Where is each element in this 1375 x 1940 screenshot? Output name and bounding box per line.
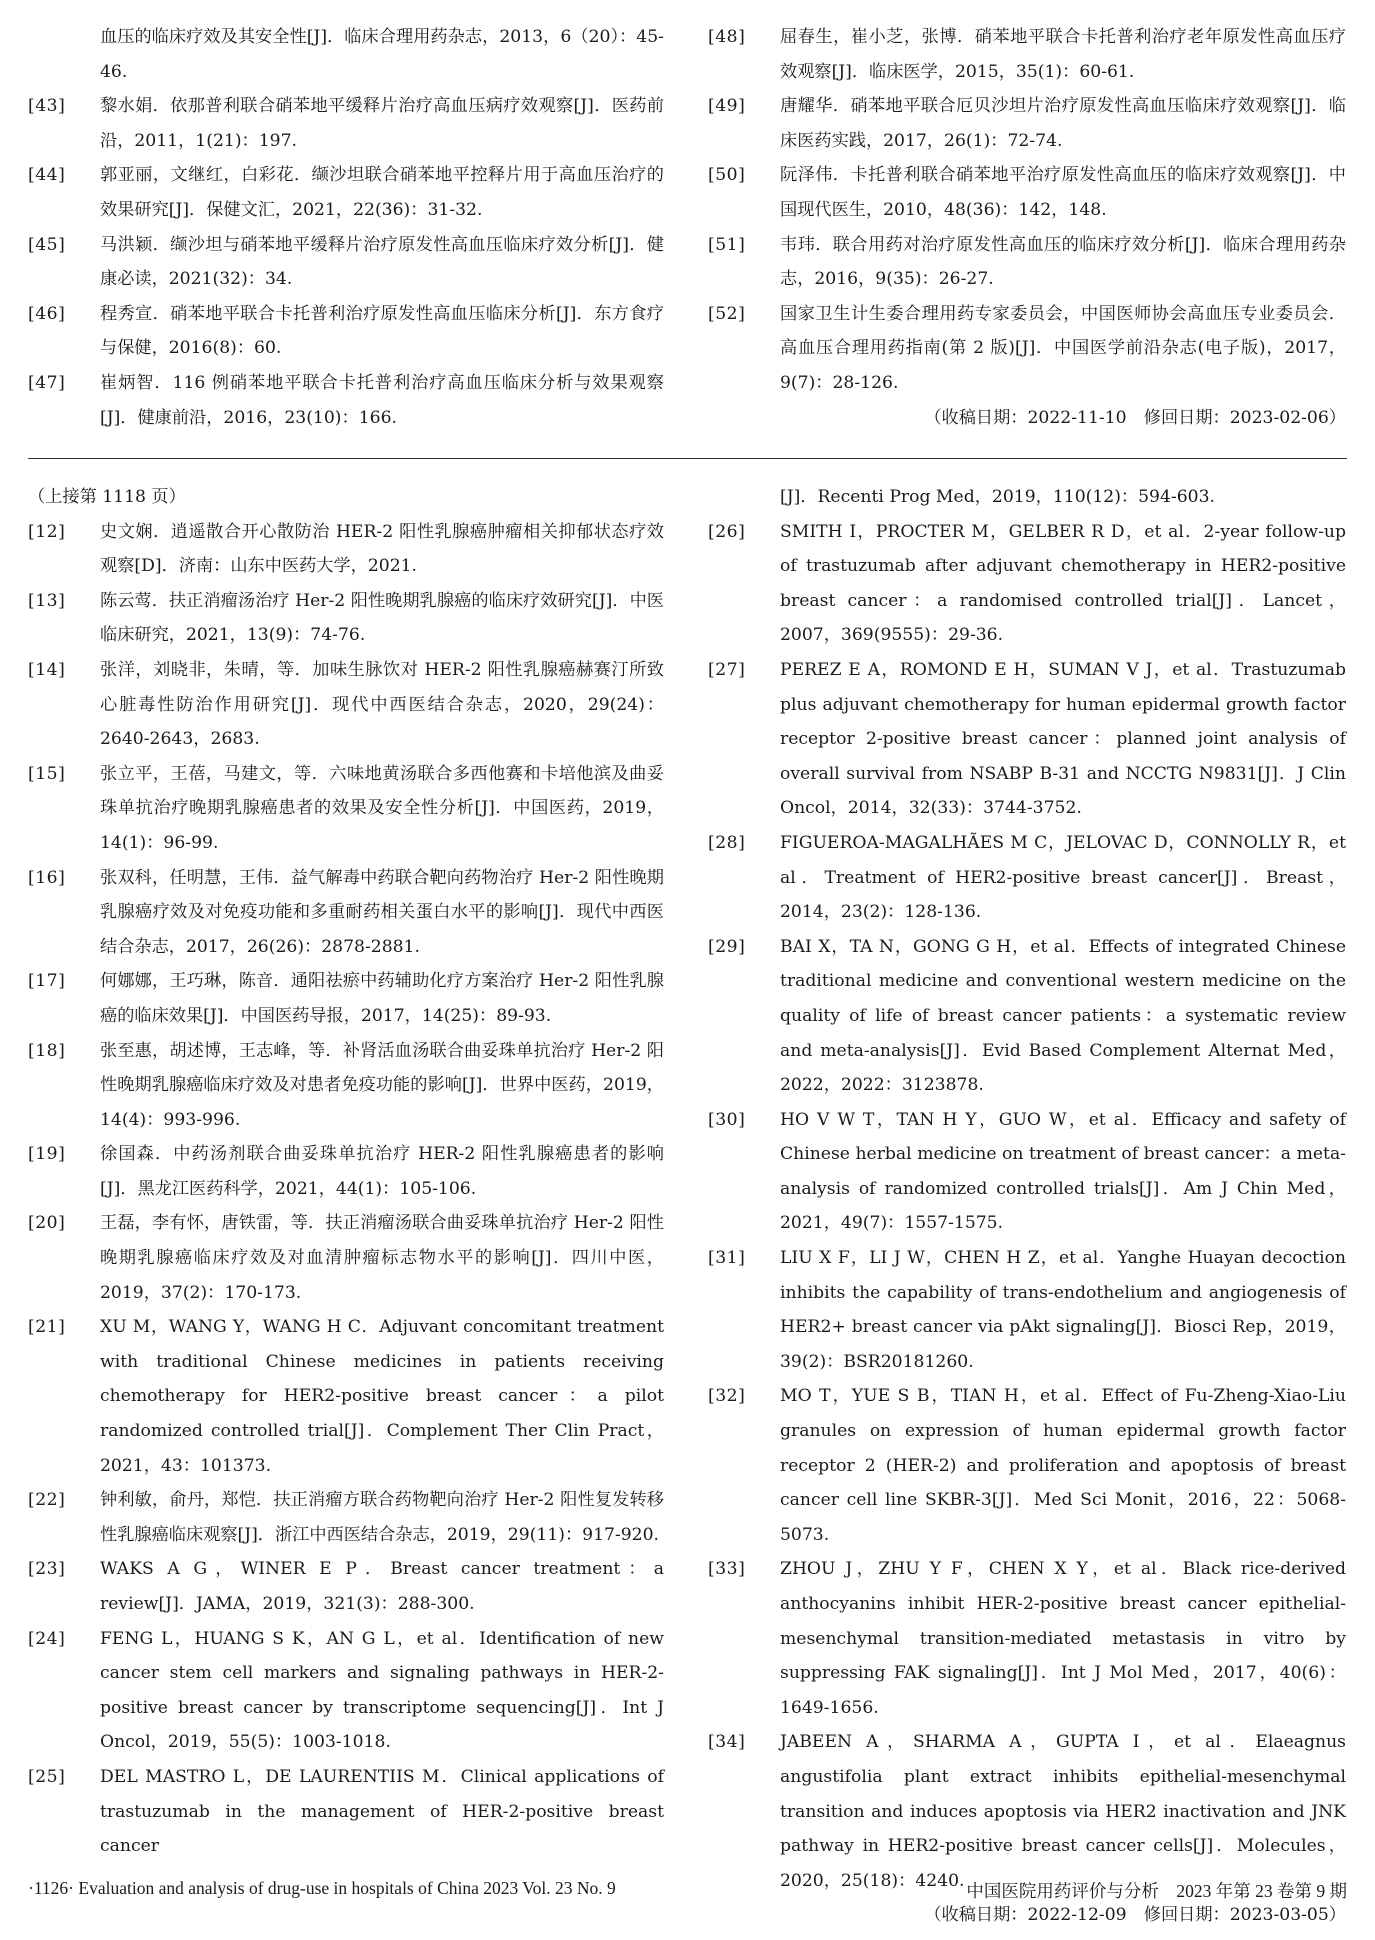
reference-text: SMITH I，PROCTER M，GELBER R D，et al．2-year follow-up of trastuzumab after adjuvant chemotherapy in HER2-positive breast cancer：a randomised controlled trial[J]．Lancet，2007，369(9555)：29-36. xyxy=(780,521,1346,646)
reference-entry xyxy=(28,297,664,366)
reference-number: [26] xyxy=(708,521,746,542)
reference-entry xyxy=(708,20,1346,89)
reference-text: 郭亚丽，文继红，白彩花．缬沙坦联合硝苯地平控释片用于高血压治疗的效果研究[J]．保健文汇，2021，22(36)：31-32. xyxy=(100,165,664,220)
reference-number: [21] xyxy=(28,1317,66,1338)
reference-number: [19] xyxy=(28,1144,66,1165)
reference-text: 马洪颖．缬沙坦与硝苯地平缓释片治疗原发性高血压临床疗效分析[J]．健康必读，2021(32)：34. xyxy=(100,234,664,290)
reference-entry xyxy=(708,228,1346,297)
reference-text: 程秀宣．硝苯地平联合卡托普利治疗原发性高血压临床分析[J]．东方食疗与保健，2016(8)：60. xyxy=(100,303,664,359)
reference-text: FENG L，HUANG S K，AN G L，et al．Identification of new cancer stem cell markers and signaling pathways in HER-2-positive breast cancer by transcriptome sequencing[J]．Int J Oncol，2019，55(5)：1003-1018. xyxy=(100,1628,664,1753)
reference-entry xyxy=(28,515,664,584)
reference-column-top-right xyxy=(708,20,1346,435)
reference-entry xyxy=(28,1034,664,1138)
reference-number: [23] xyxy=(28,1559,66,1580)
reference-number: [47] xyxy=(28,372,66,393)
reference-number: [49] xyxy=(708,96,746,117)
reference-entry xyxy=(28,1622,664,1760)
reference-entry xyxy=(28,861,664,965)
reference-column-bottom-right xyxy=(708,480,1346,1933)
reference-entry xyxy=(28,964,664,1033)
reference-entry xyxy=(708,1103,1346,1241)
reference-text: 张立平，王蓓，马建文，等．六味地黄汤联合多西他赛和卡培他滨及曲妥珠单抗治疗晚期乳腺癌患者的效果及安全性分析[J]．中国医药，2019，14(1)：96-99. xyxy=(100,763,664,853)
reference-text: 韦玮．联合用药对治疗原发性高血压的临床疗效分析[J]．临床合理用药杂志，2016，9(35)：26-27. xyxy=(780,234,1346,290)
footer-journal-chinese: 中国医院用药评价与分析 2023 年第 23 卷第 9 期 xyxy=(966,1881,1347,1901)
reference-text: LIU X F，LI J W，CHEN H Z，et al．Yanghe Huayan decoction inhibits the capability of trans-endothelium and angiogenesis of HER2+ breast cancer via pAkt signaling[J]．Biosci Rep，2019，39(2)：BSR20181260. xyxy=(780,1248,1346,1372)
reference-text: FIGUEROA-MAGALHÃES M C，JELOVAC D，CONNOLLY R，et al．Treatment of HER2-positive breast cancer[J]．Breast，2014，23(2)：128-136. xyxy=(780,832,1346,923)
reference-text: 国家卫生计生委合理用药专家委员会，中国医师协会高血压专业委员会．高血压合理用药指南(第 2 版)[J]．中国医学前沿杂志(电子版)，2017，9(7)：28-126. xyxy=(780,303,1346,393)
reference-number: [28] xyxy=(708,832,746,853)
reference-number: [27] xyxy=(708,659,746,680)
reference-text: ZHOU J，ZHU Y F，CHEN X Y，et al．Black rice-derived anthocyanins inhibit HER-2-positive breast cancer epithelial-mesenchymal transition-mediated metastasis in vitro by suppressing FAK signaling[J]．Int J Mol Med，2017，40(6)：1649-1656. xyxy=(780,1559,1346,1718)
reference-text: 王磊，李有怀，唐铁雷，等．扶正消瘤汤联合曲妥珠单抗治疗 Her-2 阳性晚期乳腺癌临床疗效及对血清肿瘤标志物水平的影响[J]．四川中医，2019，37(2)：170-173. xyxy=(100,1213,664,1303)
reference-text: 黎水娟．依那普利联合硝苯地平缓释片治疗高血压病疗效观察[J]．医药前沿，2011，1(21)：197. xyxy=(100,96,664,151)
reference-entry xyxy=(708,826,1346,930)
reference-column-top-left xyxy=(28,20,664,435)
reference-text: 张至惠，胡述博，王志峰，等．补肾活血汤联合曲妥珠单抗治疗 Her-2 阳性晚期乳腺癌临床疗效及对患者免疫功能的影响[J]．世界中医药，2019，14(4)：993-996. xyxy=(100,1040,664,1130)
reference-number: [34] xyxy=(708,1732,746,1753)
reference-entry xyxy=(28,653,664,757)
reference-entry xyxy=(28,20,664,89)
reference-text: WAKS A G，WINER E P．Breast cancer treatment：a review[J]．JAMA，2019，321(3)：288-300. xyxy=(100,1559,664,1614)
reference-entry xyxy=(708,1552,1346,1725)
reference-number: [20] xyxy=(28,1213,66,1234)
received-revised-dates: （收稿日期：2022-11-10 修回日期：2023-02-06） xyxy=(924,407,1346,428)
reference-number: [13] xyxy=(28,590,66,611)
reference-number: [52] xyxy=(708,303,746,324)
reference-number: [16] xyxy=(28,867,66,888)
reference-text: 屈春生，崔小芝，张博．硝苯地平联合卡托普利治疗老年原发性高血压疗效观察[J]．临床医学，2015，35(1)：60-61. xyxy=(780,27,1346,82)
reference-number: [29] xyxy=(708,936,746,957)
reference-text: XU M，WANG Y，WANG H C．Adjuvant concomitant treatment with traditional Chinese medicines in patients receiving chemotherapy for HER2-positive breast cancer：a pilot randomized controlled trial[J]．Complement Ther Clin Pract，2021，43：101373. xyxy=(100,1317,664,1476)
reference-text: 张洋，刘晓非，朱晴，等．加味生脉饮对 HER-2 阳性乳腺癌赫赛汀所致心脏毒性防治作用研究[J]．现代中西医结合杂志，2020，29(24)：2640-2643，2683. xyxy=(100,659,664,750)
reference-text: 徐国森．中药汤剂联合曲妥珠单抗治疗 HER-2 阳性乳腺癌患者的影响[J]．黑龙江医药科学，2021，44(1)：105-106. xyxy=(100,1144,664,1199)
reference-text: 阮泽伟．卡托普利联合硝苯地平治疗原发性高血压的临床疗效观察[J]．中国现代医生，2010，48(36)：142，148. xyxy=(780,165,1346,220)
reference-number: [22] xyxy=(28,1490,66,1511)
reference-number: [15] xyxy=(28,763,66,784)
reference-number: [17] xyxy=(28,971,66,992)
reference-entry xyxy=(708,1241,1346,1379)
reference-entry xyxy=(708,1379,1346,1552)
reference-number: [25] xyxy=(28,1766,66,1787)
reference-number: [33] xyxy=(708,1559,746,1580)
reference-number: [43] xyxy=(28,96,66,117)
reference-text: 史文娴．逍遥散合开心散防治 HER-2 阳性乳腺癌肿瘤相关抑郁状态疗效观察[D]．济南：山东中医药大学，2021. xyxy=(100,521,664,577)
reference-entry xyxy=(708,930,1346,1103)
reference-entry xyxy=(28,1137,664,1206)
reference-text: JABEEN A，SHARMA A，GUPTA I，et al．Elaeagnus angustifolia plant extract inhibits epithelial-mesenchymal transition and induces apoptosis via HER2 inactivation and JNK pathway in HER2-positive breast cancer cells[J]．Molecules，2020，25(18)：4240. xyxy=(780,1732,1346,1891)
reference-number: [50] xyxy=(708,165,746,186)
reference-text: 崔炳智．116 例硝苯地平联合卡托普利治疗高血压临床分析与效果观察[J]．健康前沿，2016，23(10)：166. xyxy=(100,372,664,428)
reference-column-bottom-left xyxy=(28,480,664,1864)
reference-number: [18] xyxy=(28,1040,66,1061)
reference-entry xyxy=(28,1310,664,1483)
reference-entry xyxy=(708,158,1346,227)
reference-entry xyxy=(28,158,664,227)
reference-number: [12] xyxy=(28,521,66,542)
reference-number: [31] xyxy=(708,1248,746,1269)
reference-entry xyxy=(28,89,664,158)
reference-entry xyxy=(708,515,1346,653)
reference-text: 唐耀华．硝苯地平联合厄贝沙坦片治疗原发性高血压临床疗效观察[J]．临床医药实践，2017，26(1)：72-74. xyxy=(780,96,1346,151)
reference-number: [30] xyxy=(708,1109,746,1130)
reference-number: [46] xyxy=(28,303,66,324)
reference-number: [32] xyxy=(708,1386,746,1407)
reference-entry xyxy=(28,584,664,653)
reference-text: PEREZ E A，ROMOND E H，SUMAN V J，et al．Trastuzumab plus adjuvant chemotherapy for human epidermal growth factor receptor 2-positive breast cancer：planned joint analysis of overall survival from NSABP B-31 and NCCTG N9831[J]．J Clin Oncol，2014，32(33)：3744-3752. xyxy=(780,659,1346,819)
reference-text: MO T，YUE S B，TIAN H，et al．Effect of Fu-Zheng-Xiao-Liu granules on expression of human epidermal growth factor receptor 2 (HER-2) and proliferation and apoptosis of breast cancer cell line SKBR-3[J]．Med Sci Monit，2016，22：5068-5073. xyxy=(780,1386,1346,1545)
reference-text: 张双科，任明慧，王伟．益气解毒中药联合靶向药物治疗 Her-2 阳性晚期乳腺癌疗效及对免疫功能和多重耐药相关蛋白水平的影响[J]．现代中西医结合杂志，2017，26(26)：2878-2881. xyxy=(100,867,664,957)
reference-entry xyxy=(28,366,664,435)
reference-entry xyxy=(708,89,1346,158)
footer-journal-english: ·1126· Evaluation and analysis of drug-use in hospitals of China 2023 Vol. 23 No. 9 xyxy=(28,1878,616,1898)
reference-entry xyxy=(28,1206,664,1310)
reference-entry xyxy=(28,1760,664,1864)
reference-entry xyxy=(708,297,1346,401)
reference-entry xyxy=(708,1725,1346,1898)
reference-number: [44] xyxy=(28,165,66,186)
reference-text: 陈云莺．扶正消瘤汤治疗 Her-2 阳性晚期乳腺癌的临床疗效研究[J]．中医临床研究，2021，13(9)：74-76. xyxy=(100,590,664,646)
reference-number: [48] xyxy=(708,27,746,47)
reference-entry xyxy=(28,757,664,861)
reference-text: BAI X，TA N，GONG G H，et al．Effects of integrated Chinese traditional medicine and conventional western medicine on the quality of life of breast cancer patients：a systematic review and meta-analysis[J]．Evid Based Complement Alternat Med，2022，2022：3123878. xyxy=(780,936,1346,1096)
received-revised-dates: （收稿日期：2022-12-09 修回日期：2023-03-05） xyxy=(924,1905,1346,1926)
reference-text: 血压的临床疗效及其安全性[J]．临床合理用药杂志，2013，6（20）：45-46. xyxy=(100,27,664,82)
reference-text: 何娜娜，王巧琳，陈音．通阳祛瘀中药辅助化疗方案治疗 Her-2 阳性乳腺癌的临床效果[J]．中国医药导报，2017，14(25)：89-93. xyxy=(100,971,664,1026)
continued-from-note: （上接第 1118 页） xyxy=(28,487,186,507)
reference-number: [45] xyxy=(28,234,66,255)
reference-number: [24] xyxy=(28,1628,66,1649)
reference-entry xyxy=(28,1483,664,1552)
reference-entry xyxy=(28,228,664,297)
reference-number: [51] xyxy=(708,234,746,255)
section-divider xyxy=(28,458,1347,459)
reference-number: [14] xyxy=(28,659,66,680)
reference-continuation: [J]．Recenti Prog Med，2019，110(12)：594-603. xyxy=(780,487,1215,507)
reference-text: DEL MASTRO L，DE LAURENTIIS M．Clinical applications of trastuzumab in the management of HER-2-positive breast cancer xyxy=(100,1766,664,1857)
reference-text: 钟利敏，俞丹，郑恺．扶正消瘤方联合药物靶向治疗 Her-2 阳性复发转移性乳腺癌临床观察[J]．浙江中西医结合杂志，2019，29(11)：917-920. xyxy=(100,1490,664,1545)
reference-entry xyxy=(28,1552,664,1621)
reference-text: HO V W T，TAN H Y，GUO W，et al．Efficacy and safety of Chinese herbal medicine on treatment of breast cancer：a meta-analysis of randomized controlled trials[J]．Am J Chin Med，2021，49(7)：1557-1575. xyxy=(780,1109,1346,1234)
reference-entry xyxy=(708,653,1346,826)
